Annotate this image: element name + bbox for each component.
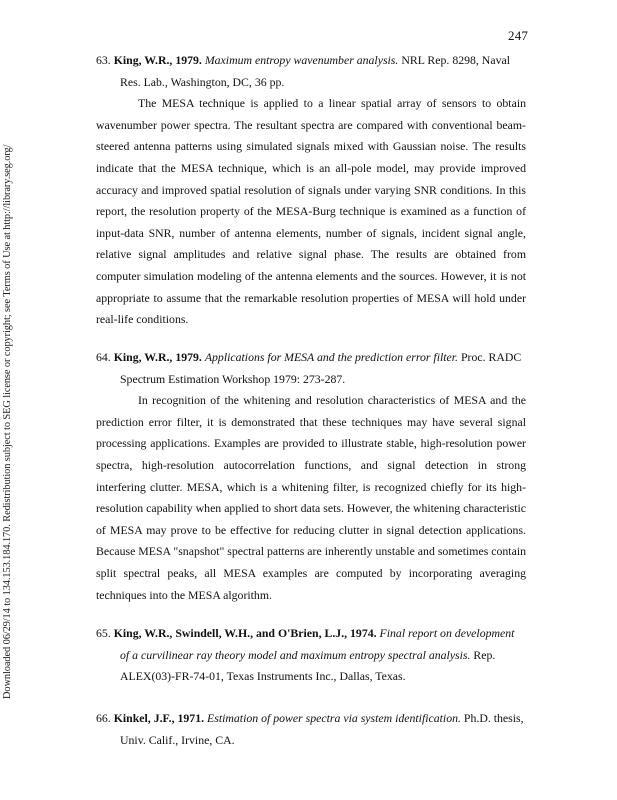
entry-authors: King, W.R., 1979. <box>113 350 202 364</box>
entry-authors: Kinkel, J.F., 1971. <box>113 711 205 725</box>
entry-number: 66. <box>96 711 111 725</box>
entry-source: Proc. RADC Spectrum Estimation Workshop 1979: 273-287. <box>120 350 522 386</box>
entry-number: 63. <box>96 53 111 67</box>
citation <box>96 50 526 93</box>
entry-number: 65. <box>96 626 111 640</box>
entry-number: 64. <box>96 350 111 364</box>
entry-title: Estimation of power spectra via system identification. <box>207 711 461 725</box>
page-number: 247 <box>508 28 529 43</box>
entry-source: Ph.D. thesis, Univ. Calif., Irvine, CA. <box>120 711 524 747</box>
citation <box>96 347 526 390</box>
citation <box>96 623 526 688</box>
entry-abstract: In recognition of the whitening and resolution characteristics of MESA and the prediction error filter, it is demonstrated that these techniques may have several signal processing applications. Examples are provided to illustrate stable, high-resolution power spectra, high-resolution autocorrelation functions, and signal detection in strong interfering clutter. MESA, which is a whitening filter, is recognized chiefly for its high-resolution capability when applied to short data sets. However, the whitening characteristic of MESA may prove to be effective for reducing clutter in signal detection applications. Because MESA "snapshot" spectral patterns are inherently unstable and sometimes contain split spectral peaks, all MESA examples are computed by incorporating averaging techniques into the MESA algorithm. <box>96 393 526 602</box>
entry-abstract: The MESA technique is applied to a linear spatial array of sensors to obtain wavenumber power spectra. The resultant spectra are compared with conventional beam-steered antenna patterns using simulated signals mixed with Gaussian noise. The results indicate that the MESA technique, which is an all-pole model, may provide improved accuracy and improved spatial resolution of signals under varying SNR conditions. In this report, the resolution property of the MESA-Burg technique is examined as a function of input-data SNR, number of antenna elements, number of signals, incident signal angle, relative signal amplitudes and relative signal phase. The results are obtained from computer simulation modeling of the antenna elements and the sources. However, it is not appropriate to assume that the remarkable resolution properties of MESA will hold under real-life conditions. <box>96 96 526 327</box>
reference-entry-66 <box>96 708 526 751</box>
entry-title: Final report on development of a curvilinear ray theory model and maximum entropy spectral analysis. <box>120 626 515 662</box>
reference-entry-64 <box>96 347 526 606</box>
citation <box>96 708 526 751</box>
entry-title: Applications for MESA and the prediction error filter. <box>204 350 459 364</box>
download-notice: Downloaded 06/29/14 to 134.153.184.170. Redistribution subject to SEG license or copyright; see Terms of Use at http://library.seg.org/ <box>2 144 13 699</box>
entry-authors: King, W.R., 1979. <box>113 53 202 67</box>
entry-source: NRL Rep. 8298, Naval Res. Lab., Washington, DC, 36 pp. <box>120 53 510 89</box>
entry-authors: King, W.R., Swindell, W.H., and O'Brien, L.J., 1974. <box>113 626 377 640</box>
entry-source: Rep. ALEX(03)-FR-74-01, Texas Instruments Inc., Dallas, Texas. <box>120 647 496 684</box>
reference-entry-63 <box>96 50 526 331</box>
entry-title: Maximum entropy wavenumber analysis. <box>204 53 399 67</box>
reference-entry-65 <box>96 623 526 688</box>
